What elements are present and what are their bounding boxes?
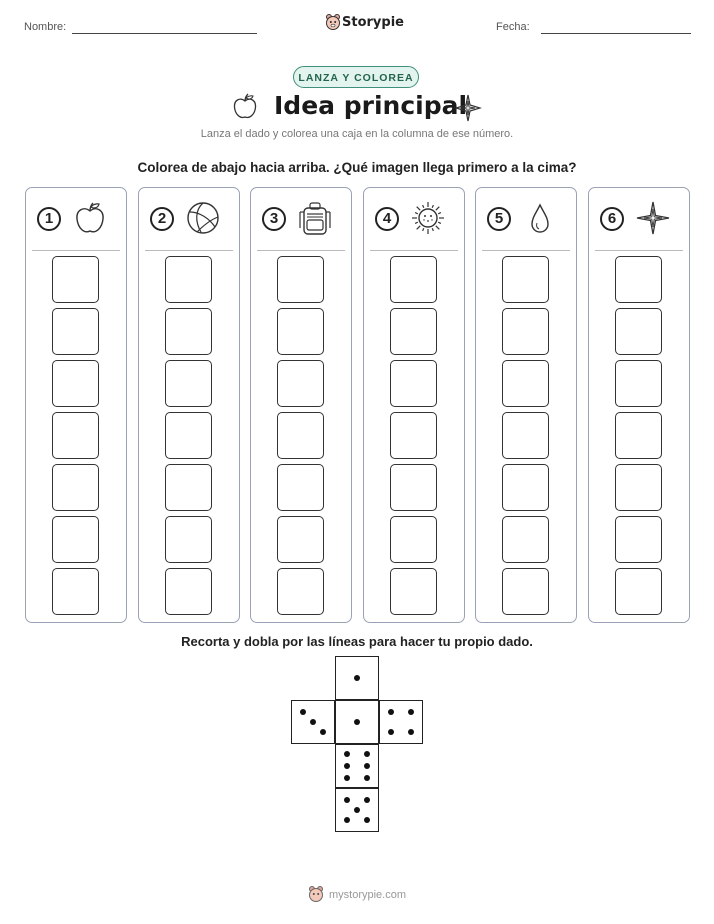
- column-divider: [370, 250, 458, 251]
- dice-pip: [354, 675, 360, 681]
- color-box[interactable]: [277, 464, 324, 511]
- name-line[interactable]: [72, 33, 257, 34]
- color-box[interactable]: [52, 256, 99, 303]
- color-box[interactable]: [52, 360, 99, 407]
- backpack-icon: [297, 200, 333, 236]
- dice-pip: [310, 719, 316, 725]
- color-box[interactable]: [52, 568, 99, 615]
- dice-pip: [408, 709, 414, 715]
- dice-pip: [344, 797, 350, 803]
- color-box[interactable]: [615, 464, 662, 511]
- dice-pip: [388, 709, 394, 715]
- activity-badge: LANZA Y COLOREA: [293, 66, 419, 88]
- color-box[interactable]: [390, 308, 437, 355]
- color-box[interactable]: [52, 516, 99, 563]
- color-box[interactable]: [52, 412, 99, 459]
- dice-face-3: [291, 700, 335, 744]
- footer: [308, 885, 428, 905]
- dice-pip: [354, 719, 360, 725]
- color-box[interactable]: [165, 464, 212, 511]
- page-subtitle: Lanza el dado y colorea una caja en la columna de ese número.: [200, 128, 514, 140]
- column-1: [25, 187, 127, 623]
- column-divider: [595, 250, 683, 251]
- color-box[interactable]: [615, 308, 662, 355]
- column-5: [475, 187, 577, 623]
- color-box[interactable]: [165, 412, 212, 459]
- apple-icon: [72, 200, 108, 236]
- date-line[interactable]: [541, 33, 691, 34]
- color-box[interactable]: [165, 516, 212, 563]
- storypie-mascot-icon: [325, 13, 341, 31]
- column-6: [588, 187, 690, 623]
- color-box[interactable]: [52, 308, 99, 355]
- column-divider: [482, 250, 570, 251]
- color-box[interactable]: [277, 412, 324, 459]
- dice-face-1: [335, 700, 379, 744]
- dice-pip: [408, 729, 414, 735]
- color-box[interactable]: [615, 256, 662, 303]
- apple-icon: [231, 92, 259, 122]
- color-box[interactable]: [277, 256, 324, 303]
- column-4: [363, 187, 465, 623]
- color-box[interactable]: [502, 464, 549, 511]
- dice-pip: [354, 807, 360, 813]
- color-box[interactable]: [615, 360, 662, 407]
- dice-pip: [364, 775, 370, 781]
- coloring-instruction: Colorea de abajo hacia arriba. ¿Qué imagen llega primero a la cima?: [137, 160, 577, 175]
- column-number: 3: [262, 207, 286, 231]
- color-box[interactable]: [502, 308, 549, 355]
- color-box[interactable]: [165, 256, 212, 303]
- dice-face-1: [335, 656, 379, 700]
- dice-pip: [344, 751, 350, 757]
- color-box[interactable]: [502, 568, 549, 615]
- dice-pip: [388, 729, 394, 735]
- color-box[interactable]: [502, 256, 549, 303]
- color-box[interactable]: [390, 516, 437, 563]
- dice-pip: [344, 817, 350, 823]
- color-box[interactable]: [390, 256, 437, 303]
- color-box[interactable]: [390, 568, 437, 615]
- color-box[interactable]: [52, 464, 99, 511]
- column-divider: [32, 250, 120, 251]
- dice-face-4: [379, 700, 423, 744]
- storypie-logo: [325, 13, 404, 33]
- color-box[interactable]: [502, 412, 549, 459]
- name-label: Nombre:: [24, 21, 67, 33]
- dice-pip: [300, 709, 306, 715]
- color-box[interactable]: [277, 308, 324, 355]
- dice-pip: [364, 763, 370, 769]
- color-box[interactable]: [502, 516, 549, 563]
- volleyball-icon: [185, 200, 221, 236]
- column-number: 5: [487, 207, 511, 231]
- color-box[interactable]: [390, 360, 437, 407]
- dice-pip: [344, 775, 350, 781]
- column-number: 2: [150, 207, 174, 231]
- sun-icon: [410, 200, 446, 236]
- dice-pip: [364, 817, 370, 823]
- dice-face-5: [335, 788, 379, 832]
- sparkle-star-icon: [635, 200, 671, 236]
- dice-pip: [344, 763, 350, 769]
- column-number: 6: [600, 207, 624, 231]
- color-box[interactable]: [165, 568, 212, 615]
- color-box[interactable]: [390, 464, 437, 511]
- color-box[interactable]: [615, 516, 662, 563]
- footer-mascot-icon: [308, 885, 324, 903]
- dice-pip: [364, 751, 370, 757]
- color-box[interactable]: [165, 308, 212, 355]
- footer-url: mystorypie.com: [329, 889, 407, 901]
- dice-pip: [320, 729, 326, 735]
- sparkle-star-icon: [454, 94, 482, 122]
- color-box[interactable]: [277, 360, 324, 407]
- dice-instruction: Recorta y dobla por las líneas para hacer tu propio dado.: [181, 634, 533, 649]
- color-box[interactable]: [615, 412, 662, 459]
- page-title: Idea principal: [274, 91, 468, 120]
- dice-pip: [364, 797, 370, 803]
- water-drop-icon: [522, 200, 558, 236]
- color-box[interactable]: [615, 568, 662, 615]
- column-3: [250, 187, 352, 623]
- column-divider: [257, 250, 345, 251]
- color-box[interactable]: [277, 516, 324, 563]
- column-2: [138, 187, 240, 623]
- color-box[interactable]: [165, 360, 212, 407]
- date-label: Fecha:: [496, 21, 530, 33]
- dice-face-6: [335, 744, 379, 788]
- column-number: 4: [375, 207, 399, 231]
- column-number: 1: [37, 207, 61, 231]
- column-divider: [145, 250, 233, 251]
- color-box[interactable]: [390, 412, 437, 459]
- color-box[interactable]: [277, 568, 324, 615]
- brand-name: Storypie: [342, 15, 404, 30]
- color-box[interactable]: [502, 360, 549, 407]
